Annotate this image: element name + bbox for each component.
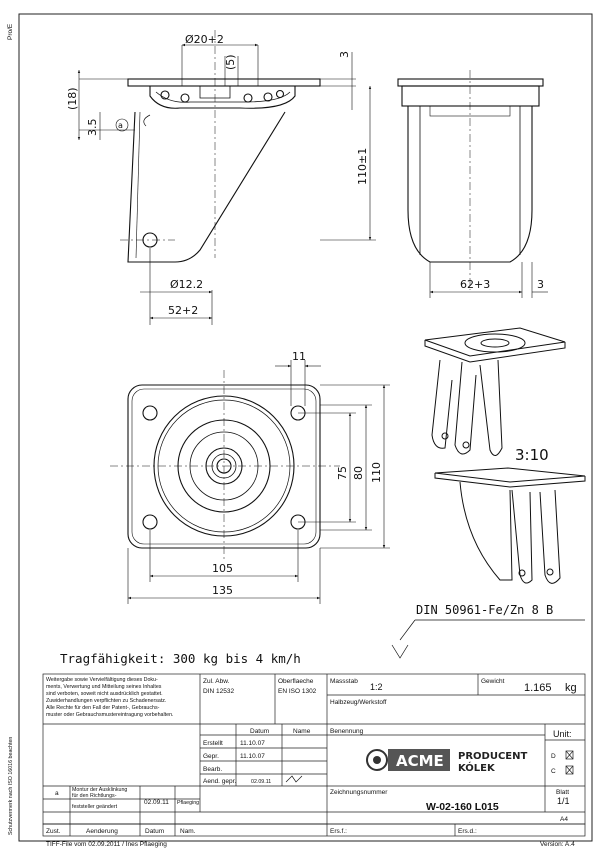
blatt-label: Blatt [556,789,570,796]
massstab-label: Massstab [330,678,358,685]
gewicht-value: 1.165 [524,682,552,694]
svg-text:Alle Rechte für den Fall der P: Alle Rechte für den Fall der Patent-, Gebrauchs- [46,705,160,711]
nam-col-label: Nam. [180,828,196,835]
gewicht-label: Gewicht [481,678,505,685]
massstab-value: 1:2 [370,682,383,692]
iso-notice-vertical: Schutzvermerk nach ISO 16016 beachten [8,736,14,835]
halbzeug-label: Halbzeug/Werkstoff [330,699,387,706]
dim-eighteen: (18) [66,87,79,110]
dim-height: 110±1 [356,147,369,185]
svg-text:ments, Verwertung und Mitteilu: ments, Verwertung und Mitteilung seines Inhaltes [46,684,162,690]
dim-seventyfive: 75 [336,466,349,480]
rev-letter: a [55,790,59,797]
svg-text:sind verboten, soweit nicht au: sind verboten, soweit nicht ausdrücklich gestattet. [46,691,163,697]
zeichnungsnummer-label: Zeichnungsnummer [330,789,388,796]
dim-one-thirty-five: 135 [212,584,233,597]
datum-col-label: Datum [145,828,165,835]
svg-text:muster oder Gebrauchsmusterein: muster oder Gebrauchsmustereintragung vorbehalten. [46,712,174,718]
aend-date: 02.09.11 [251,779,272,785]
dim-eighty: 80 [352,466,365,480]
rev-name: Pflaeging [177,800,200,806]
benennung-label: Benennung [330,728,364,735]
ers-d-label: Ers.d.: [458,828,477,835]
datum-header: Datum [250,728,270,735]
signature-mark [286,776,302,782]
dim-bore: Ø20+2 [185,33,224,46]
svg-text:Weitergabe sowie Vervielfältig: Weitergabe sowie Vervielfältigung dieses Doku- [46,677,158,683]
detail-circle-a: a [118,121,123,130]
unit-d: D [551,753,556,760]
zul-abw-label: Zul. Abw. [203,678,230,685]
oberflaeche-value: EN ISO 1302 [278,688,317,695]
pro-e-label: Pro/E [7,23,14,40]
zust-label: Zust. [46,828,61,835]
dim-one-oh-five: 105 [212,562,233,575]
scale-label: 3:10 [515,446,549,464]
dim-eleven: 11 [292,350,306,363]
dim-width-front: 62+3 [460,278,491,291]
rev-date: 02.09.11 [144,799,169,806]
iso-view-top [425,328,565,456]
dim-axle: Ø12.2 [170,278,204,291]
drawing-number: W-02-160 L015 [426,801,499,813]
rev-text-2: für den Richtlungs- [72,793,117,799]
version-label: Version: A.4 [540,841,575,848]
dim-offset: 52+2 [168,304,199,317]
iso-view-bottom [435,468,585,583]
dim-three-side: 3 [537,278,544,291]
unit-c: C [551,768,556,775]
gepr-date: 11.10.07 [240,753,265,760]
bearb-label: Bearb. [203,766,223,773]
gepr-label: Gepr. [203,753,219,760]
front-view [398,70,543,290]
unit-label: Unit: [553,729,572,739]
top-view-dims [128,360,390,604]
aenderung-label: Aenderung [86,828,118,835]
svg-text:Zuwiderhandlungen verpflichten: Zuwiderhandlungen verpflichten zu Schadenersatz. [46,698,167,704]
erstellt-date: 11.10.07 [240,740,265,747]
ers-f-label: Ers.f.: [330,828,347,835]
oberflaeche-label: Oberflaeche [278,678,314,685]
side-view-dims [79,45,376,325]
legal-notice [46,677,174,718]
dim-three-top: 3 [338,51,351,58]
company-line2: KÓLEK [458,763,495,774]
format-label: A4 [560,816,568,823]
dim-five: (5) [224,54,237,70]
rev-text-1: Montur der Ausklinkung [72,787,128,793]
surface-symbol [392,620,585,658]
blatt-value: 1/1 [557,796,570,806]
aend-label: Aend. gepr. [203,778,237,785]
din-note: DIN 50961-Fe/Zn 8 B [416,603,554,617]
rev-text-3: feststeller geändert [72,804,118,810]
erstellt-label: Erstellt [203,740,223,747]
dim-one-ten: 110 [370,462,383,483]
zul-abw-value: DIN 12532 [203,688,235,695]
footer-note: TIFF-File vom 02.09.2011 / Ines Pflaeging [46,841,167,848]
name-header: Name [293,728,311,735]
company-line1: PRODUCENT [458,751,528,762]
gewicht-unit: kg [565,682,577,694]
capacity-note: Tragfähigkeit: 300 kg bis 4 km/h [60,651,301,666]
side-view [120,30,320,262]
brand-name: ACME [396,752,444,770]
dim-three-five: 3.5 [86,118,99,136]
top-view [110,370,340,560]
